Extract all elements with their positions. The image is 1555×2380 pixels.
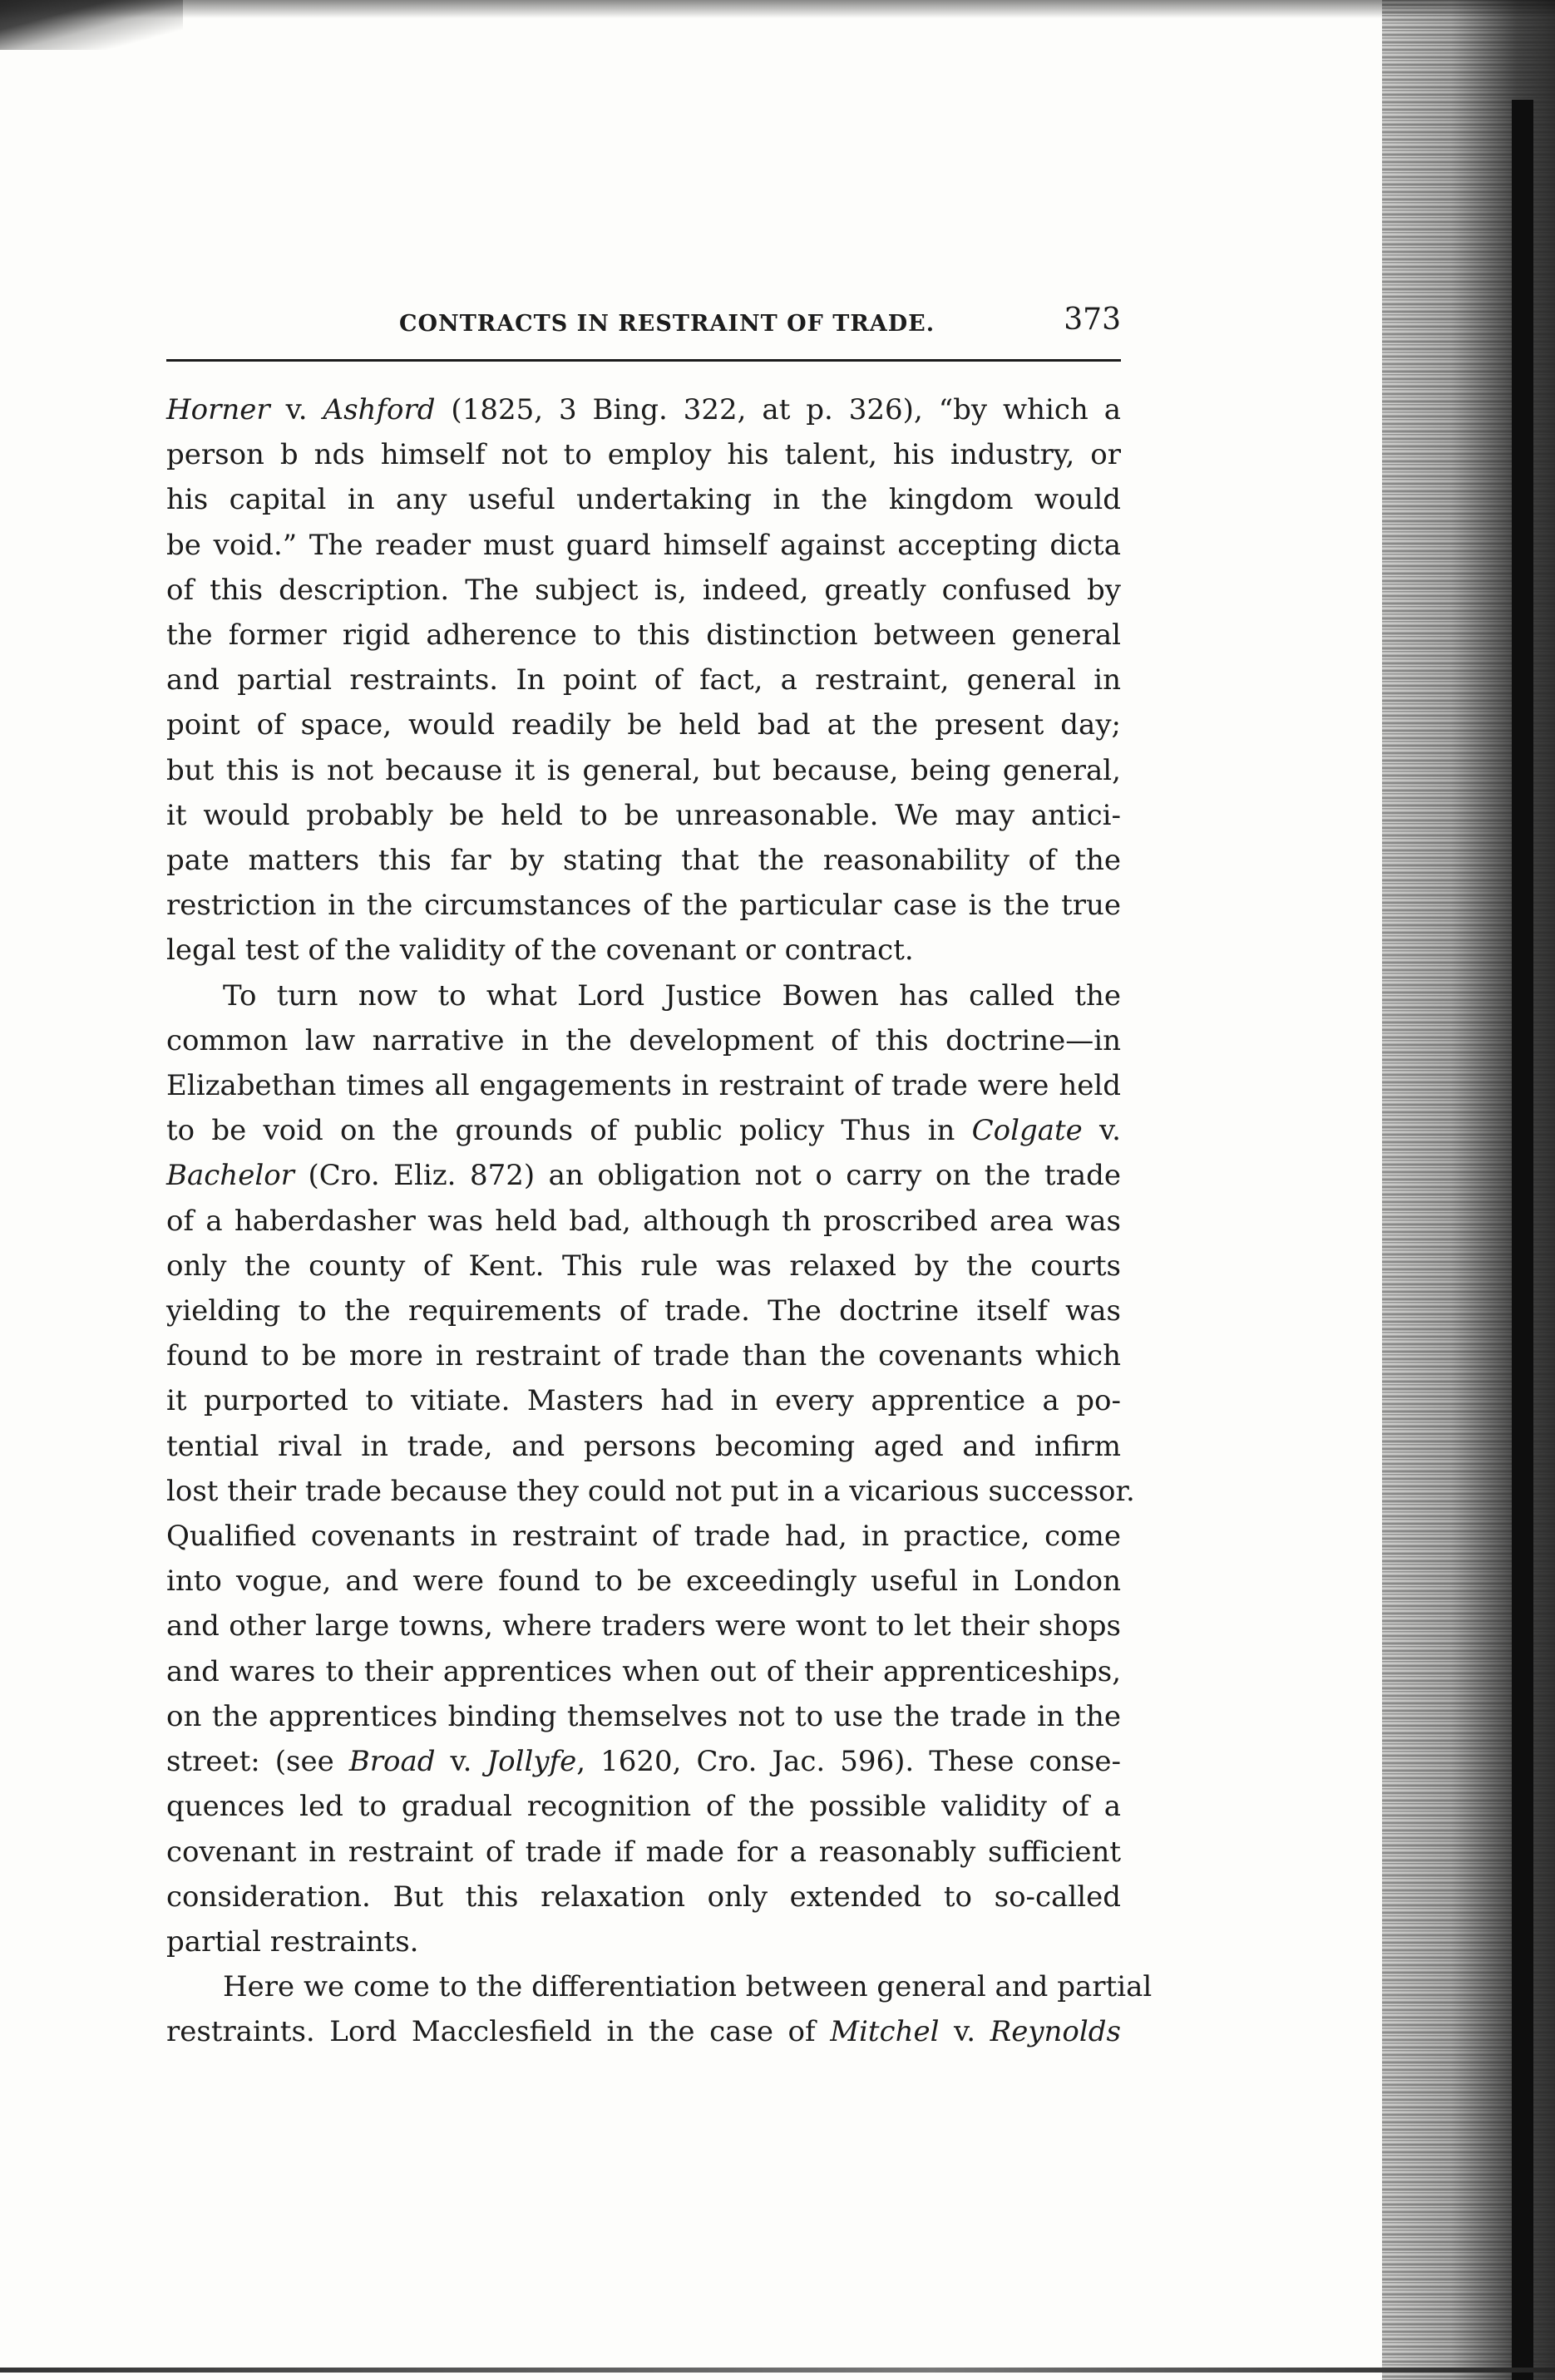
- text-line: [166, 1875, 1121, 1919]
- text-run: lost their trade because they could not put in a vicarious successor.: [166, 1474, 1135, 1508]
- text-line: [166, 1694, 1121, 1739]
- case-name: Ashford: [323, 393, 436, 426]
- text-line: [166, 1784, 1121, 1829]
- text-line: [166, 793, 1121, 838]
- text-line: [166, 883, 1121, 928]
- text-run: v.: [435, 1745, 487, 1779]
- running-title: CONTRACTS IN RESTRAINT OF TRADE.: [399, 311, 935, 337]
- text-line: [166, 1739, 1121, 1784]
- text-line: [166, 1063, 1121, 1108]
- text-line: [166, 1830, 1121, 1875]
- text-run: legal test of the validity of the covenant or contract.: [166, 934, 914, 968]
- case-name: Jollyfe: [486, 1745, 577, 1779]
- text-run: and wares to their apprentices when out of their apprenticeships,: [166, 1654, 1121, 1688]
- text-run: covenant in restraint of trade if made for a reasonably sufficient: [166, 1835, 1121, 1869]
- text-line: [166, 1919, 1121, 1964]
- text-line: [166, 387, 1121, 432]
- page-header: [166, 299, 1121, 349]
- text-run: Qualified covenants in restraint of trade had, in practice, come: [166, 1520, 1121, 1554]
- text-line: [166, 1108, 1121, 1153]
- text-run: Elizabethan times all engagements in restraint of trade were held: [166, 1069, 1121, 1103]
- text-line: [166, 1559, 1121, 1604]
- text-run: it would probably be held to be unreasonable. We may antici-: [166, 798, 1121, 832]
- text-run: consideration. But this relaxation only extended to so-called: [166, 1880, 1121, 1914]
- text-line: [166, 568, 1121, 613]
- case-name: Bachelor: [166, 1159, 294, 1193]
- text-run: and other large towns, where traders were wont to let their shops: [166, 1609, 1121, 1643]
- text-line: [166, 1289, 1121, 1333]
- text-run: but this is not because it is general, but because, being general,: [166, 753, 1121, 787]
- text-line: [166, 613, 1121, 658]
- text-run: it purported to vitiate. Masters had in every apprentice a po-: [166, 1384, 1121, 1418]
- case-name: Broad: [348, 1745, 436, 1779]
- header-rule: [166, 359, 1121, 362]
- scan-bottom-edge: [0, 2368, 1555, 2373]
- case-name: Mitchel: [830, 2015, 940, 2049]
- text-line: [166, 1469, 1135, 1514]
- text-run: found to be more in restraint of trade than the covenants which: [166, 1339, 1121, 1373]
- text-run: on the apprentices binding themselves not to use the trade in the: [166, 1699, 1121, 1733]
- text-line: [166, 1153, 1121, 1198]
- case-name: Reynolds: [990, 2015, 1121, 2049]
- text-run: into vogue, and were found to be exceedingly useful in London: [166, 1564, 1121, 1599]
- text-run: tential rival in trade, and persons becoming aged and infirm: [166, 1429, 1121, 1463]
- text-run: partial restraints.: [166, 1924, 419, 1959]
- text-line: [166, 702, 1121, 747]
- text-run: (1825, 3 Bing. 322, at p. 326), “by which a: [435, 393, 1121, 426]
- text-run: restraints. Lord Macclesfield in the case of: [166, 2015, 831, 2049]
- text-line: [166, 658, 1121, 702]
- text-run: of a haberdasher was held bad, although th proscribed area was: [166, 1204, 1121, 1238]
- text-run: only the county of Kent. This rule was relaxed by the courts: [166, 1249, 1121, 1283]
- text-run: , 1620, Cro. Jac. 596). These conse-: [576, 1745, 1121, 1779]
- text-run: and partial restraints. In point of fact, a restraint, general in: [166, 663, 1121, 697]
- text-run: pate matters this far by stating that the reasonability of the: [166, 844, 1121, 878]
- page-number: 373: [1064, 303, 1121, 337]
- text-run: v.: [1082, 1114, 1121, 1148]
- text-line: [166, 838, 1121, 883]
- text-run: of this description. The subject is, indeed, greatly confused by: [166, 573, 1121, 607]
- text-line: [166, 1964, 1153, 2009]
- text-line: [166, 1604, 1121, 1648]
- text-run: quences led to gradual recognition of the possible validity of a: [166, 1790, 1121, 1824]
- text-line: [166, 477, 1121, 522]
- text-run: to be void on the grounds of public policy Thus in: [166, 1114, 972, 1148]
- text-line: [166, 1333, 1121, 1378]
- text-line: [166, 928, 1121, 973]
- text-run: his capital in any useful undertaking in the kingdom would: [166, 483, 1121, 517]
- text-run: common law narrative in the development of this doctrine—in: [166, 1023, 1121, 1057]
- text-run: (Cro. Eliz. 872) an obligation not o carry on the trade: [294, 1159, 1121, 1193]
- text-run: street: (see: [166, 1745, 349, 1779]
- text-line: [166, 523, 1121, 568]
- body-text: [166, 387, 1153, 2055]
- case-name: Horner: [166, 393, 270, 426]
- case-name: Colgate: [971, 1114, 1083, 1148]
- text-run: To turn now to what Lord Justice Bowen has called the: [223, 978, 1121, 1013]
- scan-top-shadow: [0, 0, 1555, 18]
- text-line: [166, 2009, 1121, 2054]
- text-run: Here we come to the differentiation between general and partial: [223, 1970, 1153, 2004]
- text-line: [166, 1424, 1121, 1469]
- text-run: point of space, would readily be held bad at the present day;: [166, 708, 1121, 742]
- text-run: yielding to the requirements of trade. The doctrine itself was: [166, 1294, 1121, 1328]
- text-line: [166, 748, 1121, 793]
- scan-binding-bar: [1512, 100, 1533, 2380]
- text-line: [166, 973, 1121, 1018]
- text-run: person b nds himself not to employ his talent, his industry, or: [166, 438, 1121, 472]
- text-run: restriction in the circumstances of the particular case is the true: [166, 889, 1121, 923]
- text-run: v.: [269, 393, 323, 426]
- text-line: [166, 1018, 1121, 1063]
- text-run: be void.” The reader must guard himself against accepting dicta: [166, 528, 1121, 562]
- text-run: v.: [939, 2015, 990, 2049]
- text-line: [166, 1649, 1121, 1694]
- text-run: the former rigid adherence to this distinction between general: [166, 618, 1121, 653]
- text-line: [166, 1199, 1121, 1244]
- text-line: [166, 1244, 1121, 1289]
- text-line: [166, 432, 1121, 477]
- text-line: [166, 1514, 1121, 1559]
- text-line: [166, 1378, 1121, 1423]
